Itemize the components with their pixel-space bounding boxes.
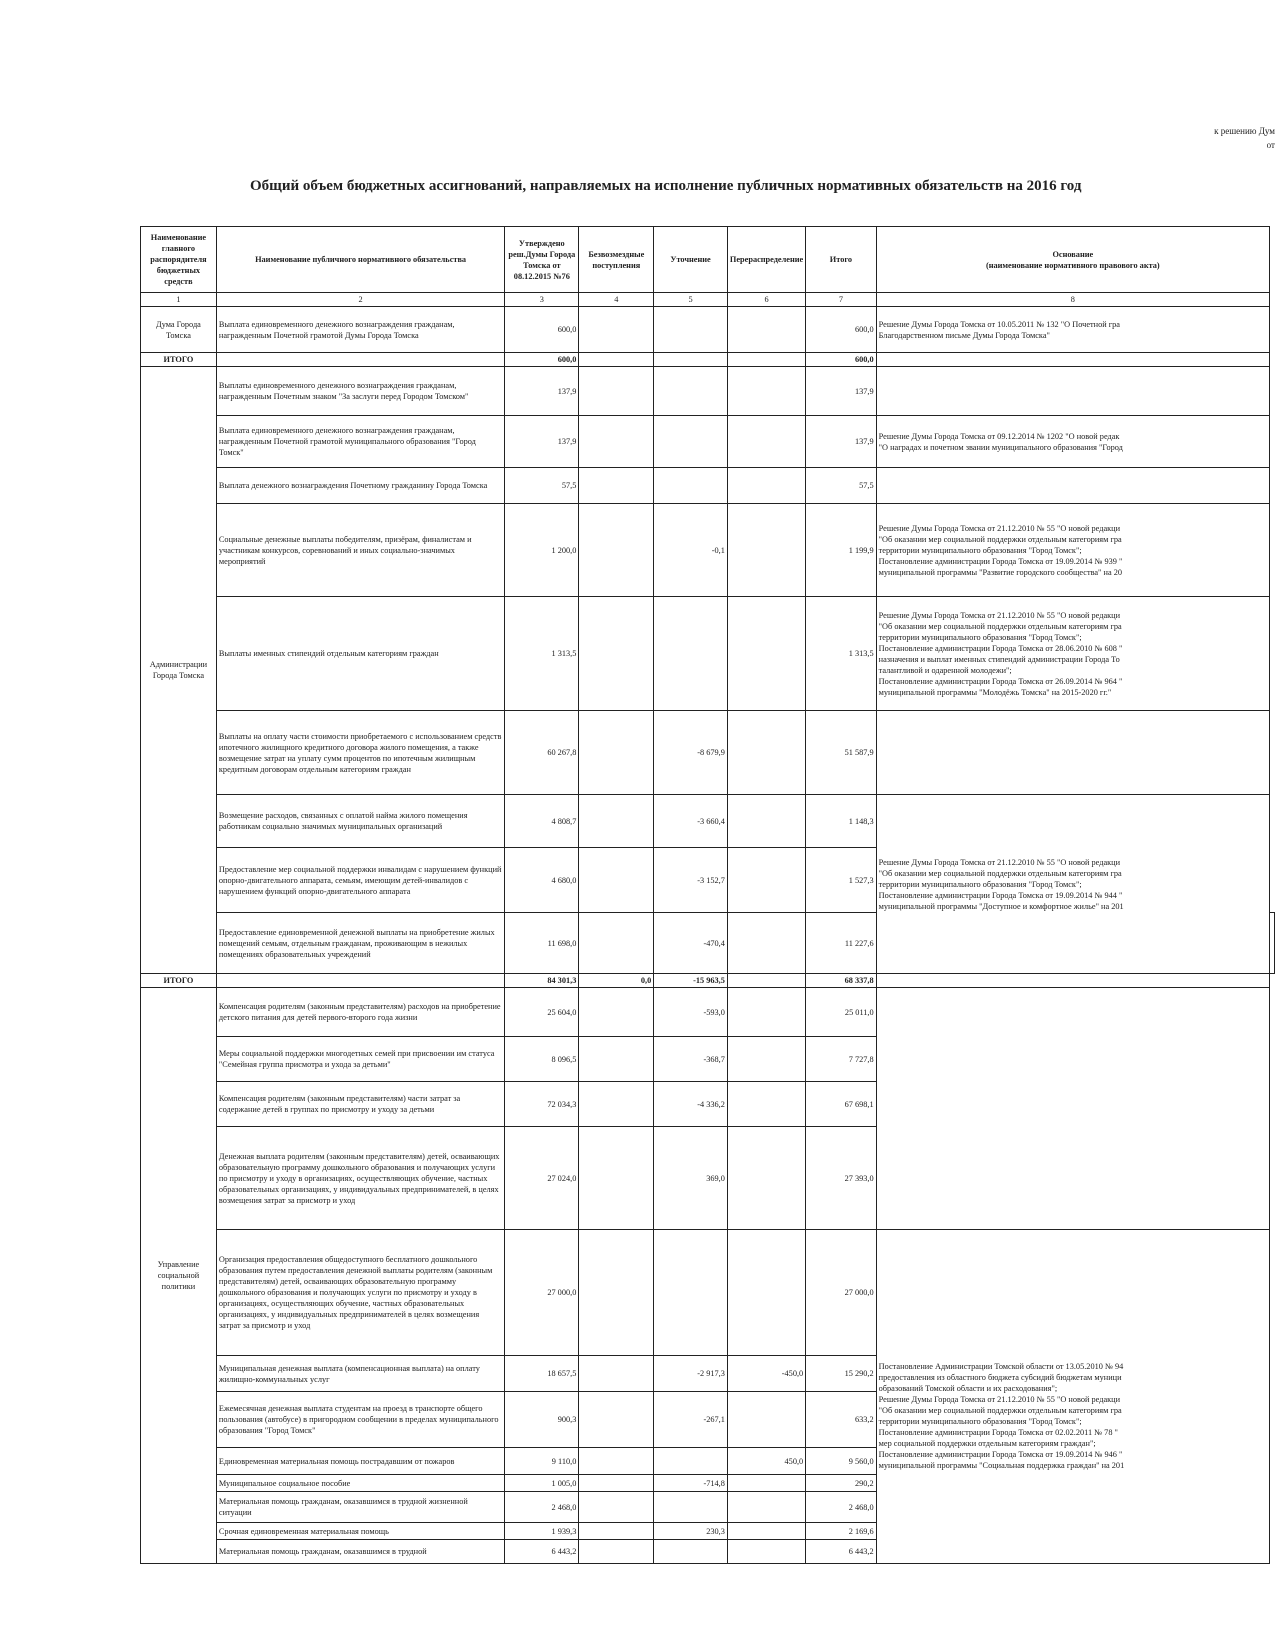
total-spacer bbox=[216, 353, 504, 367]
value-clarification: -593,0 bbox=[654, 988, 728, 1037]
value-clarification bbox=[654, 367, 728, 416]
obligation-name: Единовременная материальная помощь пострадавшим от пожаров bbox=[216, 1448, 504, 1475]
value-total: 2 468,0 bbox=[806, 1492, 876, 1523]
column-numbers-row bbox=[141, 293, 1275, 307]
value-total: 7 727,8 bbox=[806, 1037, 876, 1082]
value-total: 137,9 bbox=[806, 416, 876, 468]
value-clarification bbox=[654, 1230, 728, 1356]
basis-line: Постановление администрации Города Томска от 19.09.2014 № 944 " bbox=[878, 890, 1123, 900]
value-free-receipts bbox=[579, 1082, 654, 1127]
value-free-receipts: 0,0 bbox=[579, 974, 654, 988]
value-redistribution bbox=[727, 367, 805, 416]
header-basis-title: Основание bbox=[1052, 249, 1094, 259]
appendix-line-1: к решению Дум bbox=[1214, 126, 1275, 136]
value-approved: 27 000,0 bbox=[505, 1230, 579, 1356]
value-approved: 8 096,5 bbox=[505, 1037, 579, 1082]
value-clarification: -4 336,2 bbox=[654, 1082, 728, 1127]
basis-line: мер социальной поддержки отдельным категориям граждан"; bbox=[878, 1439, 1096, 1448]
obligation-name: Материальная помощь гражданам, оказавшимся в трудной bbox=[216, 1540, 504, 1564]
basis-line: Постановление администрации Города Томска от 26.09.2014 № 964 " bbox=[878, 676, 1123, 686]
column-number: 4 bbox=[579, 293, 654, 307]
obligation-name: Материальная помощь гражданам, оказавшимся в трудной жизненной ситуации bbox=[216, 1492, 504, 1523]
column-number: 3 bbox=[505, 293, 579, 307]
table-row bbox=[141, 504, 1275, 597]
value-free-receipts bbox=[579, 988, 654, 1037]
header-distributor: Наименование главного распорядителя бюджетных средств bbox=[141, 227, 217, 293]
value-clarification bbox=[654, 353, 728, 367]
value-clarification: -470,4 bbox=[654, 913, 728, 974]
table-row bbox=[141, 711, 1275, 795]
basis-cell bbox=[876, 307, 1269, 353]
value-total: 68 337,8 bbox=[806, 974, 876, 988]
value-approved: 2 468,0 bbox=[505, 1492, 579, 1523]
value-total: 1 313,5 bbox=[806, 597, 876, 711]
value-approved: 4 808,7 bbox=[505, 795, 579, 848]
basis-line: муниципальной программы "Молодёжь Томска" на 2015-2020 гг." bbox=[878, 687, 1112, 697]
total-row bbox=[141, 353, 1275, 367]
value-approved: 57,5 bbox=[505, 468, 579, 504]
value-free-receipts bbox=[579, 1037, 654, 1082]
table-row bbox=[141, 795, 1275, 848]
value-redistribution bbox=[727, 597, 805, 711]
value-redistribution bbox=[727, 1230, 805, 1356]
value-redistribution bbox=[727, 307, 805, 353]
obligation-name: Возмещение расходов, связанных с оплатой найма жилого помещения работникам социально значимых муниципальных организаций bbox=[216, 795, 504, 848]
value-redistribution: 450,0 bbox=[727, 1448, 805, 1475]
value-total: 25 011,0 bbox=[806, 988, 876, 1037]
value-approved: 84 301,3 bbox=[505, 974, 579, 988]
column-number: 1 bbox=[141, 293, 217, 307]
basis-line: Благодарственном письме Думы Города Томска" bbox=[878, 330, 1050, 340]
obligation-name: Выплаты именных стипендий отдельным категориям граждан bbox=[216, 597, 504, 711]
value-clarification bbox=[654, 468, 728, 504]
obligation-name: Компенсация родителям (законным представителям) части затрат за содержание детей в группах по присмотру и уходу за детьми bbox=[216, 1082, 504, 1127]
value-redistribution bbox=[727, 353, 805, 367]
value-redistribution bbox=[727, 1392, 805, 1448]
value-clarification: -15 963,5 bbox=[654, 974, 728, 988]
header-approved: Утверждено реш.Думы Города Томска от 08.12.2015 №76 bbox=[505, 227, 579, 293]
obligation-name: Выплаты на оплату части стоимости приобретаемого с использованием средств ипотечного жилищного кредитного договора жилого помещения, а также возмещение затрат на уплату сумм процентов по ипотечным жилищным кредитным договорам отдельным категориям граждан bbox=[216, 711, 504, 795]
value-free-receipts bbox=[579, 795, 654, 848]
basis-line: "Об оказании мер социальной поддержки отдельным категориям гра bbox=[878, 1406, 1122, 1415]
basis-line: Решение Думы Города Томска от 21.12.2010 № 55 "О новой редакци bbox=[878, 1395, 1121, 1404]
value-total: 6 443,2 bbox=[806, 1540, 876, 1564]
value-total: 11 227,6 bbox=[806, 913, 876, 974]
basis-cell bbox=[876, 711, 1269, 795]
basis-line: назначения и выплат именных стипендий администрации Города То bbox=[878, 654, 1120, 664]
value-approved: 137,9 bbox=[505, 416, 579, 468]
table-row bbox=[141, 468, 1275, 504]
basis-line: муниципальной программы "Доступное и комфортное жилье" на 201 bbox=[878, 901, 1124, 911]
basis-line: образований Томской области и их расходования"; bbox=[878, 1384, 1058, 1393]
column-number: 7 bbox=[806, 293, 876, 307]
total-row bbox=[141, 974, 1275, 988]
value-clarification: -3 152,7 bbox=[654, 848, 728, 913]
value-free-receipts bbox=[579, 1356, 654, 1392]
table-row bbox=[141, 307, 1275, 353]
basis-cell bbox=[876, 974, 1269, 988]
obligation-name: Социальные денежные выплаты победителям, призёрам, финалистам и участникам конкурсов, соревнований и иных социально-значимых мероприятий bbox=[216, 504, 504, 597]
header-total: Итого bbox=[806, 227, 876, 293]
value-redistribution bbox=[727, 974, 805, 988]
value-clarification bbox=[654, 416, 728, 468]
table-row bbox=[141, 1230, 1275, 1356]
value-approved: 1 005,0 bbox=[505, 1475, 579, 1492]
basis-cell bbox=[1270, 913, 1275, 974]
value-redistribution: -450,0 bbox=[727, 1356, 805, 1392]
value-redistribution bbox=[727, 1540, 805, 1564]
obligation-name: Организация предоставления общедоступного бесплатного дошкольного образования путем предоставления денежной выплаты родителям (законным представителям) детей, осваивающих образовательную программу дошкольного образования и получающих услуги по присмотру и уходу в организациях, осуществляющих обучение, частных образовательных организациях, у индивидуальных предпринимателей в целях возмещения затрат за присмотр и уход bbox=[216, 1230, 504, 1356]
header-basis-subtitle: (наименование нормативного правового акта) bbox=[985, 260, 1160, 270]
value-free-receipts bbox=[579, 1230, 654, 1356]
value-approved: 72 034,3 bbox=[505, 1082, 579, 1127]
basis-line: талантливой и одаренной молодежи"; bbox=[878, 665, 1012, 675]
value-redistribution bbox=[727, 1492, 805, 1523]
basis-cell bbox=[876, 367, 1269, 416]
basis-line: Решение Думы Города Томска от 21.12.2010 № 55 "О новой редакци bbox=[878, 857, 1121, 867]
value-approved: 60 267,8 bbox=[505, 711, 579, 795]
value-approved: 4 680,0 bbox=[505, 848, 579, 913]
appendix-reference bbox=[1100, 124, 1275, 152]
value-clarification: 369,0 bbox=[654, 1127, 728, 1230]
value-free-receipts bbox=[579, 416, 654, 468]
value-redistribution bbox=[727, 504, 805, 597]
value-approved: 1 313,5 bbox=[505, 597, 579, 711]
header-free-receipts: Безвозмездные поступления bbox=[579, 227, 654, 293]
obligation-name: Муниципальное социальное пособие bbox=[216, 1475, 504, 1492]
value-free-receipts bbox=[579, 913, 654, 974]
basis-line: муниципальной программы "Социальная поддержка граждан" на 201 bbox=[878, 1461, 1125, 1470]
value-free-receipts bbox=[579, 1392, 654, 1448]
obligation-name: Компенсация родителям (законным представителям) расходов на приобретение детского питания для детей первого-второго года жизни bbox=[216, 988, 504, 1037]
total-label: ИТОГО bbox=[141, 974, 217, 988]
basis-cell bbox=[876, 353, 1269, 367]
distributor-name: Дума Города Томска bbox=[141, 307, 217, 353]
basis-cell bbox=[876, 1230, 1269, 1564]
value-total: 15 290,2 bbox=[806, 1356, 876, 1392]
basis-line: Решение Думы Города Томска от 21.12.2010 № 55 "О новой редакци bbox=[878, 523, 1121, 533]
value-free-receipts bbox=[579, 597, 654, 711]
value-clarification bbox=[654, 1492, 728, 1523]
value-clarification: -2 917,3 bbox=[654, 1356, 728, 1392]
basis-line: Постановление администрации Города Томска от 02.02.2011 № 78 " bbox=[878, 1428, 1118, 1437]
value-approved: 600,0 bbox=[505, 307, 579, 353]
value-total: 27 000,0 bbox=[806, 1230, 876, 1356]
basis-line: "Об оказании мер социальной поддержки отдельным категориям гра bbox=[878, 534, 1122, 544]
value-total: 51 587,9 bbox=[806, 711, 876, 795]
obligation-name: Предоставление мер социальной поддержки инвалидам с нарушением функций опорно-двигательного аппарата, семьям, имеющим детей-инвалидов с нарушением функций опорно-двигательного аппарата bbox=[216, 848, 504, 913]
obligation-name: Денежная выплата родителям (законным представителям) детей, осваивающих образовательную программу дошкольного образования и получающих услуги по присмотру и уходу в организациях, осуществляющих обучение, частных образовательных организациях, у индивидуальных предпринимателей, в целях возмещения затрат за присмотр и уход bbox=[216, 1127, 504, 1230]
header-clarification: Уточнение bbox=[654, 227, 728, 293]
table-row bbox=[141, 416, 1275, 468]
value-total: 9 560,0 bbox=[806, 1448, 876, 1475]
value-clarification: -0,1 bbox=[654, 504, 728, 597]
value-redistribution bbox=[727, 1475, 805, 1492]
budget-table bbox=[140, 226, 1275, 1564]
table-row bbox=[141, 367, 1275, 416]
value-clarification: -714,8 bbox=[654, 1475, 728, 1492]
basis-line: муниципальной программы "Развитие городского сообщества" на 20 bbox=[878, 567, 1123, 577]
value-total: 290,2 bbox=[806, 1475, 876, 1492]
header-row bbox=[141, 227, 1275, 293]
basis-line: Постановление администрации Города Томска от 19.09.2014 № 939 " bbox=[878, 556, 1123, 566]
header-obligation: Наименование публичного нормативного обязательства bbox=[216, 227, 504, 293]
value-free-receipts bbox=[579, 711, 654, 795]
basis-line: территории муниципального образования "Город Томск"; bbox=[878, 1417, 1082, 1426]
value-redistribution bbox=[727, 795, 805, 848]
value-free-receipts bbox=[579, 1492, 654, 1523]
value-total: 1 199,9 bbox=[806, 504, 876, 597]
header-basis bbox=[876, 227, 1269, 293]
value-redistribution bbox=[727, 1037, 805, 1082]
obligation-name: Предоставление единовременной денежной выплаты на приобретение жилых помещений семьям, отдельным гражданам, проживающим в нежилых помещениях образовательных учреждений bbox=[216, 913, 504, 974]
value-free-receipts bbox=[579, 1540, 654, 1564]
value-total: 57,5 bbox=[806, 468, 876, 504]
value-redistribution bbox=[727, 416, 805, 468]
value-free-receipts bbox=[579, 848, 654, 913]
basis-line: "Об оказании мер социальной поддержки отдельным категориям гра bbox=[878, 868, 1122, 878]
obligation-name: Муниципальная денежная выплата (компенсационная выплата) на оплату жилищно-коммунальных услуг bbox=[216, 1356, 504, 1392]
value-free-receipts bbox=[579, 307, 654, 353]
value-redistribution bbox=[727, 711, 805, 795]
value-clarification bbox=[654, 307, 728, 353]
value-free-receipts bbox=[579, 353, 654, 367]
basis-line: Постановление администрации Города Томска от 28.06.2010 № 608 " bbox=[878, 643, 1123, 653]
column-number: 2 bbox=[216, 293, 504, 307]
value-total: 27 393,0 bbox=[806, 1127, 876, 1230]
table-row bbox=[141, 988, 1275, 1037]
value-approved: 27 024,0 bbox=[505, 1127, 579, 1230]
table-row bbox=[141, 597, 1275, 711]
value-free-receipts bbox=[579, 1127, 654, 1230]
value-total: 2 169,6 bbox=[806, 1523, 876, 1540]
basis-line: "О наградах и почетном звании муниципального образования "Город bbox=[878, 442, 1123, 452]
basis-line: территории муниципального образования "Город Томск"; bbox=[878, 632, 1082, 642]
obligation-name: Меры социальной поддержки многодетных семей при присвоении им статуса "Семейная группа присмотра и ухода за детьми" bbox=[216, 1037, 504, 1082]
value-free-receipts bbox=[579, 504, 654, 597]
value-approved: 900,3 bbox=[505, 1392, 579, 1448]
distributor-name: Администрации Города Томска bbox=[141, 367, 217, 974]
value-total: 600,0 bbox=[806, 353, 876, 367]
obligation-name: Ежемесячная денежная выплата студентам на проезд в транспорте общего пользования (автобусе) в пригородном сообщении в пределах муниципального образования "Город Томск" bbox=[216, 1392, 504, 1448]
value-clarification bbox=[654, 1448, 728, 1475]
value-approved: 9 110,0 bbox=[505, 1448, 579, 1475]
value-free-receipts bbox=[579, 1448, 654, 1475]
value-clarification: -368,7 bbox=[654, 1037, 728, 1082]
column-number: 5 bbox=[654, 293, 728, 307]
document-title: Общий объем бюджетных ассигнований, направляемых на исполнение публичных нормативных обязательств на 2016 год bbox=[250, 178, 1082, 194]
value-clarification: -3 660,4 bbox=[654, 795, 728, 848]
obligation-name: Выплата денежного вознаграждения Почетному гражданину Города Томска bbox=[216, 468, 504, 504]
basis-line: территории муниципального образования "Город Томск"; bbox=[878, 545, 1082, 555]
value-total: 633,2 bbox=[806, 1392, 876, 1448]
value-redistribution bbox=[727, 1523, 805, 1540]
value-clarification: -8 679,9 bbox=[654, 711, 728, 795]
basis-cell bbox=[876, 468, 1269, 504]
basis-cell bbox=[876, 597, 1269, 711]
total-spacer bbox=[216, 974, 504, 988]
value-free-receipts bbox=[579, 1475, 654, 1492]
basis-line: Решение Думы Города Томска от 10.05.2011 № 132 "О Почетной гра bbox=[878, 319, 1120, 329]
appendix-line-2: от bbox=[1266, 140, 1275, 150]
value-approved: 6 443,2 bbox=[505, 1540, 579, 1564]
value-redistribution bbox=[727, 1127, 805, 1230]
basis-line: Решение Думы Города Томска от 21.12.2010 № 55 "О новой редакци bbox=[878, 610, 1121, 620]
value-approved: 25 604,0 bbox=[505, 988, 579, 1037]
value-free-receipts bbox=[579, 468, 654, 504]
value-redistribution bbox=[727, 1082, 805, 1127]
distributor-name: Управление социальной политики bbox=[141, 988, 217, 1564]
table-body bbox=[141, 227, 1275, 1564]
basis-cell bbox=[876, 988, 1269, 1230]
basis-line: Решение Думы Города Томска от 09.12.2014 № 1202 "О новой редак bbox=[878, 431, 1120, 441]
value-total: 67 698,1 bbox=[806, 1082, 876, 1127]
value-redistribution bbox=[727, 468, 805, 504]
value-total: 1 527,3 bbox=[806, 848, 876, 913]
total-label: ИТОГО bbox=[141, 353, 217, 367]
value-total: 1 148,3 bbox=[806, 795, 876, 848]
value-total: 137,9 bbox=[806, 367, 876, 416]
basis-cell bbox=[876, 504, 1269, 597]
value-clarification: -267,1 bbox=[654, 1392, 728, 1448]
value-approved: 1 939,3 bbox=[505, 1523, 579, 1540]
value-approved: 600,0 bbox=[505, 353, 579, 367]
basis-cell bbox=[876, 416, 1269, 468]
obligation-name: Срочная единовременная материальная помощь bbox=[216, 1523, 504, 1540]
value-total: 600,0 bbox=[806, 307, 876, 353]
obligation-name: Выплата единовременного денежного вознаграждения гражданам, награжденным Почетной грамотой муниципального образования "Город Томск" bbox=[216, 416, 504, 468]
value-clarification bbox=[654, 597, 728, 711]
value-approved: 137,9 bbox=[505, 367, 579, 416]
value-approved: 11 698,0 bbox=[505, 913, 579, 974]
value-redistribution bbox=[727, 988, 805, 1037]
basis-line: предоставления из областного бюджета субсидий бюджетам муници bbox=[878, 1373, 1122, 1382]
basis-line: "Об оказании мер социальной поддержки отдельным категориям гра bbox=[878, 621, 1122, 631]
value-approved: 1 200,0 bbox=[505, 504, 579, 597]
value-approved: 18 657,5 bbox=[505, 1356, 579, 1392]
column-number: 6 bbox=[727, 293, 805, 307]
header-redistribution: Перераспределение bbox=[727, 227, 805, 293]
obligation-name: Выплаты единовременного денежного вознаграждения гражданам, награжденным Почетным знаком "За заслуги перед Городом Томском" bbox=[216, 367, 504, 416]
basis-line: Постановление администрации Города Томска от 19.09.2014 № 946 " bbox=[878, 1450, 1123, 1459]
basis-cell bbox=[876, 795, 1269, 974]
basis-line: территории муниципального образования "Город Томск"; bbox=[878, 879, 1082, 889]
obligation-name: Выплата единовременного денежного вознаграждения гражданам, награжденным Почетной грамотой Думы Города Томска bbox=[216, 307, 504, 353]
value-free-receipts bbox=[579, 367, 654, 416]
value-clarification bbox=[654, 1540, 728, 1564]
basis-line: Постановление Администрации Томской области от 13.05.2010 № 94 bbox=[878, 1362, 1124, 1371]
value-free-receipts bbox=[579, 1523, 654, 1540]
value-redistribution bbox=[727, 848, 805, 913]
value-clarification: 230,3 bbox=[654, 1523, 728, 1540]
column-number: 8 bbox=[876, 293, 1269, 307]
value-redistribution bbox=[727, 913, 805, 974]
